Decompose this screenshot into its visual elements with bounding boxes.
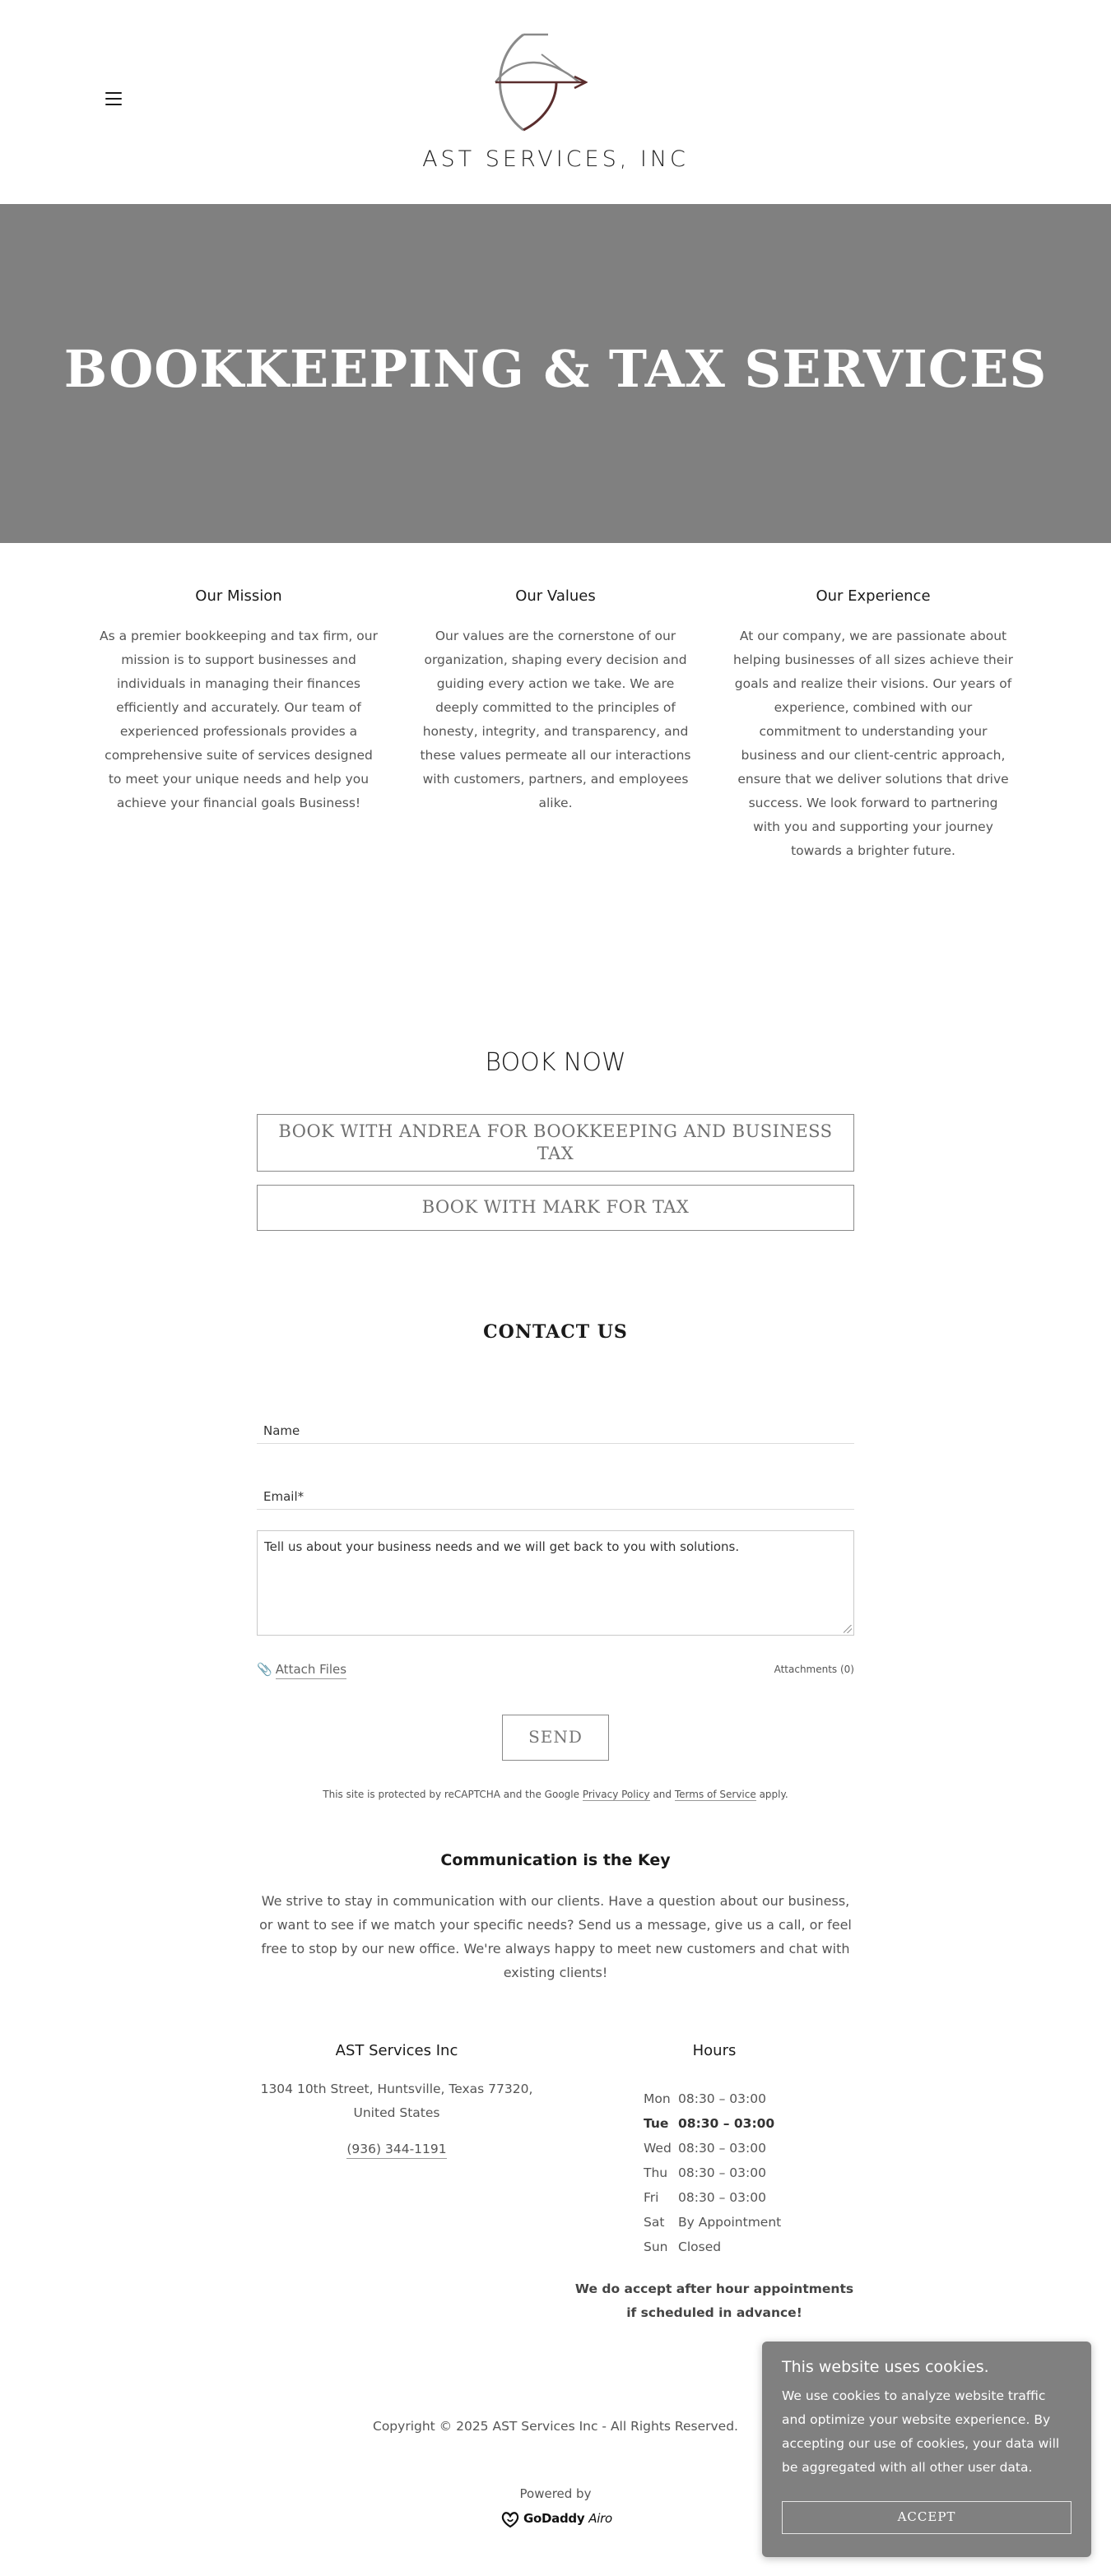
cookie-accept-button[interactable]: ACCEPT	[782, 2501, 1071, 2534]
experience-text: At our company, we are passionate about helping businesses of all sizes achieve their goals and realize their visions. Our years of experience, combined with our commitment to understanding your business and our client-centric approach, ensure that we deliver solutions that drive success. We look forward to partnering with you and supporting your journey towards a brighter future.	[733, 629, 1013, 858]
recaptcha-prefix: This site is protected by reCAPTCHA and the Google	[323, 1789, 580, 1800]
book-mark-button[interactable]: BOOK WITH MARK FOR TAX	[257, 1185, 854, 1231]
attach-files-button[interactable]	[257, 1662, 346, 1677]
name-field[interactable]: Name	[263, 1423, 300, 1438]
hours-day: Wed	[644, 2141, 672, 2156]
values-column	[416, 587, 695, 815]
hours-time: 08:30 – 03:00	[678, 2091, 766, 2106]
hours-day: Sat	[644, 2215, 665, 2230]
hours-time: Closed	[678, 2239, 722, 2254]
hours-day: Tue	[644, 2116, 669, 2131]
hours-row	[644, 2165, 841, 2180]
cookie-banner	[762, 2342, 1091, 2557]
values-title: Our Values	[515, 587, 596, 605]
business-info	[257, 2042, 537, 2159]
godaddy-airo-link[interactable]	[500, 2509, 612, 2529]
site-header	[0, 0, 1111, 204]
hours-day: Fri	[644, 2190, 659, 2205]
recaptcha-and: and	[653, 1789, 672, 1800]
bow-and-arrow-logo-icon[interactable]	[484, 30, 588, 133]
hours-section	[574, 2042, 854, 2254]
attach-files-label: Attach Files	[276, 1662, 346, 1679]
hours-row-today	[644, 2116, 841, 2131]
terms-of-service-link[interactable]: Terms of Service	[674, 1789, 756, 1800]
hours-time: 08:30 – 03:00	[678, 2165, 766, 2180]
hamburger-menu-icon[interactable]	[105, 92, 122, 105]
email-field-underline	[257, 1509, 854, 1510]
hours-row	[644, 2215, 841, 2230]
brand-name[interactable]: AST SERVICES, INC	[422, 146, 689, 172]
godaddy-logo-icon	[500, 2510, 520, 2528]
recaptcha-apply: apply.	[759, 1789, 788, 1800]
communication-text: We strive to stay in communication with our clients. Have a question about our business, or want to see if we match your specific needs? Send us a message, give us a call, or feel free to stop by our new office. We're always happy to meet new customers and chat with existing clients!	[259, 1893, 852, 1980]
hours-day: Mon	[644, 2091, 671, 2106]
hours-time: 08:30 – 03:00	[678, 2141, 766, 2156]
communication-title: Communication is the Key	[440, 1851, 671, 1869]
mission-title: Our Mission	[195, 587, 282, 605]
hero-banner	[0, 204, 1111, 543]
hours-row	[644, 2190, 841, 2205]
message-textarea[interactable]	[257, 1530, 854, 1636]
hours-day: Thu	[644, 2165, 668, 2180]
values-text: Our values are the cornerstone of our organization, shaping every decision and guiding every action we take. We are deeply committed to the principles of honesty, integrity, and transparency, and these values permeate all our interactions with customers, partners, and employees alike.	[420, 629, 691, 810]
mission-column	[99, 587, 379, 815]
recaptcha-notice	[0, 1789, 1111, 1800]
experience-title: Our Experience	[816, 587, 931, 605]
paperclip-icon: 📎	[257, 1662, 272, 1677]
privacy-policy-link[interactable]: Privacy Policy	[582, 1789, 650, 1800]
business-name: AST Services Inc	[335, 2042, 458, 2059]
business-address: 1304 10th Street, Huntsville, Texas 77320, United States	[260, 2082, 533, 2120]
book-andrea-button[interactable]: BOOK WITH ANDREA FOR BOOKKEEPING AND BUSINESS TAX	[257, 1114, 854, 1172]
experience-column	[733, 587, 1013, 863]
email-field[interactable]: Email*	[263, 1489, 304, 1504]
name-field-underline	[257, 1443, 854, 1444]
phone-link[interactable]: (936) 344-1191	[346, 2142, 446, 2159]
airo-wordmark: Airo	[588, 2511, 612, 2526]
cookie-text: We use cookies to analyze website traffic and optimize your website experience. By accepting our use of cookies, your data will be aggregated with all other user data.	[782, 2388, 1060, 2475]
cookie-title: This website uses cookies.	[782, 2358, 989, 2376]
hours-time: By Appointment	[678, 2215, 782, 2230]
hours-time: 08:30 – 03:00	[678, 2116, 775, 2131]
godaddy-wordmark: GoDaddy	[523, 2511, 585, 2526]
hours-title: Hours	[692, 2042, 737, 2059]
hours-row	[644, 2239, 841, 2254]
hero-title: BOOKKEEPING & TAX SERVICES	[63, 339, 1048, 399]
message-text: Tell us about your business needs and we will get back to you with solutions.	[264, 1539, 740, 1554]
after-hours-note: We do accept after hour appointments if scheduled in advance!	[574, 2281, 854, 2320]
attachments-count: Attachments (0)	[774, 1664, 854, 1675]
hours-day: Sun	[644, 2239, 668, 2254]
resize-handle-icon[interactable]	[844, 1625, 852, 1633]
book-now-title: BOOK NOW	[485, 1048, 626, 1077]
copyright-text: Copyright © 2025 AST Services Inc - All Rights Reserved.	[373, 2419, 738, 2434]
powered-by-label: Powered by	[519, 2486, 592, 2501]
hours-time: 08:30 – 03:00	[678, 2190, 766, 2205]
mission-text: As a premier bookkeeping and tax firm, our mission is to support businesses and individuals in managing their finances efficiently and accurately. Our team of experienced professionals provides a comprehensive suite of services designed to meet your unique needs and help you achieve your financial goals Business!	[100, 629, 378, 810]
contact-us-title: CONTACT US	[483, 1321, 628, 1343]
hours-row	[644, 2141, 841, 2156]
hours-row	[644, 2091, 841, 2106]
send-button[interactable]: SEND	[502, 1715, 609, 1761]
